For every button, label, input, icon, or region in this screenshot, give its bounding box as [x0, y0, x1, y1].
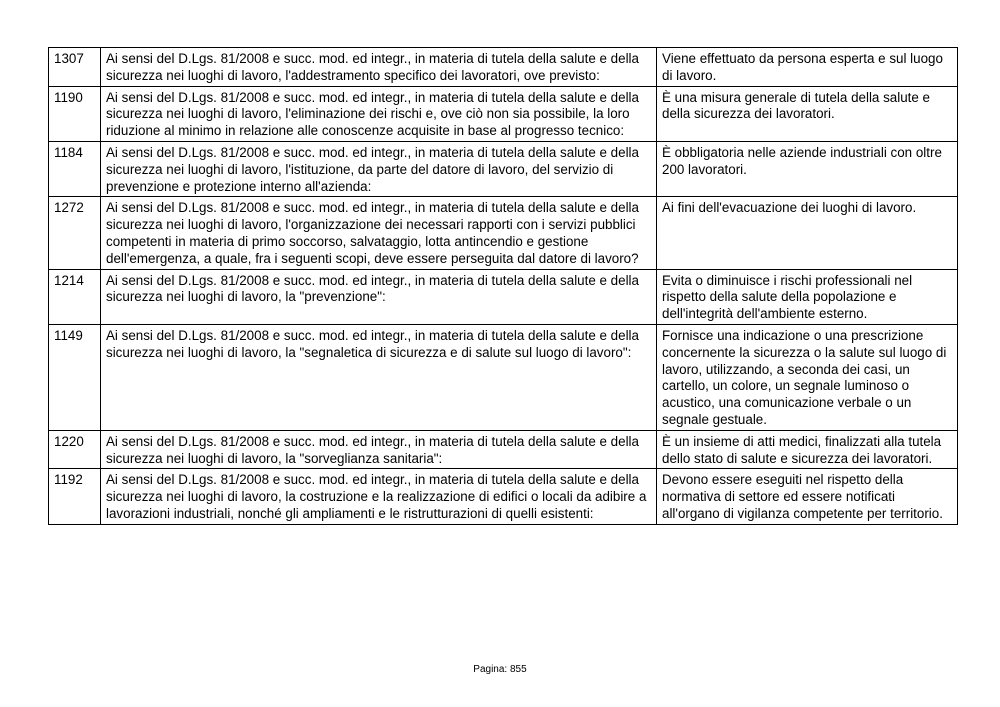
answer-text: Viene effettuato da persona esperta e sul luogo di lavoro.	[657, 48, 958, 87]
question-id: 1272	[49, 197, 101, 269]
answer-text: Devono essere eseguiti nel rispetto della normativa di settore ed essere notificati all'organo di vigilanza competente per territorio.	[657, 469, 958, 524]
table-row	[49, 430, 958, 469]
table-row	[49, 48, 958, 87]
answer-text: È una misura generale di tutela della salute e della sicurezza dei lavoratori.	[657, 86, 958, 141]
question-text: Ai sensi del D.Lgs. 81/2008 e succ. mod. ed integr., in materia di tutela della salute e della sicurezza nei luoghi di lavoro, l'organizzazione dei necessari rapporti con i servizi pubblici competenti in materia di primo soccorso, salvataggio, lotta antincendio e gestione dell'emergenza, a quale, fra i seguenti scopi, deve essere perseguita dal datore di lavoro?	[101, 197, 657, 269]
question-id: 1192	[49, 469, 101, 524]
page-number: Pagina: 855	[473, 664, 527, 675]
questions-table	[48, 47, 958, 525]
answer-text: Ai fini dell'evacuazione dei luoghi di lavoro.	[657, 197, 958, 269]
question-text: Ai sensi del D.Lgs. 81/2008 e succ. mod. ed integr., in materia di tutela della salute e della sicurezza nei luoghi di lavoro, la "segnaletica di sicurezza e di salute sul luogo di lavoro":	[101, 324, 657, 430]
table-row	[49, 324, 958, 430]
answer-text: Evita o diminuisce i rischi professionali nel rispetto della salute della popolazione e dell'integrità dell'ambiente esterno.	[657, 269, 958, 324]
answer-text: È obbligatoria nelle aziende industriali con oltre 200 lavoratori.	[657, 141, 958, 196]
answer-text: Fornisce una indicazione o una prescrizione concernente la sicurezza o la salute sul luogo di lavoro, utilizzando, a seconda dei casi, un cartello, un colore, un segnale luminoso o acustico, una comunicazione verbale o un segnale gestuale.	[657, 324, 958, 430]
question-id: 1214	[49, 269, 101, 324]
question-text: Ai sensi del D.Lgs. 81/2008 e succ. mod. ed integr., in materia di tutela della salute e della sicurezza nei luoghi di lavoro, l'eliminazione dei rischi e, ove ciò non sia possibile, la loro riduzione al minimo in relazione alle conoscenze acquisite in base al progresso tecnico:	[101, 86, 657, 141]
question-id: 1307	[49, 48, 101, 87]
table-row	[49, 197, 958, 269]
answer-text: È un insieme di atti medici, finalizzati alla tutela dello stato di salute e sicurezza dei lavoratori.	[657, 430, 958, 469]
question-id: 1220	[49, 430, 101, 469]
table-row	[49, 269, 958, 324]
question-text: Ai sensi del D.Lgs. 81/2008 e succ. mod. ed integr., in materia di tutela della salute e della sicurezza nei luoghi di lavoro, l'istituzione, da parte del datore di lavoro, del servizio di prevenzione e protezione interno all'azienda:	[101, 141, 657, 196]
question-text: Ai sensi del D.Lgs. 81/2008 e succ. mod. ed integr., in materia di tutela della salute e della sicurezza nei luoghi di lavoro, l'addestramento specifico dei lavoratori, ove previsto:	[101, 48, 657, 87]
question-text: Ai sensi del D.Lgs. 81/2008 e succ. mod. ed integr., in materia di tutela della salute e della sicurezza nei luoghi di lavoro, la costruzione e la realizzazione di edifici o locali da adibire a lavorazioni industriali, nonché gli ampliamenti e le ristrutturazioni di quelli esistenti:	[101, 469, 657, 524]
table-row	[49, 141, 958, 196]
question-id: 1149	[49, 324, 101, 430]
table-row	[49, 86, 958, 141]
question-id: 1190	[49, 86, 101, 141]
table-row	[49, 469, 958, 524]
question-id: 1184	[49, 141, 101, 196]
question-text: Ai sensi del D.Lgs. 81/2008 e succ. mod. ed integr., in materia di tutela della salute e della sicurezza nei luoghi di lavoro, la "prevenzione":	[101, 269, 657, 324]
question-text: Ai sensi del D.Lgs. 81/2008 e succ. mod. ed integr., in materia di tutela della salute e della sicurezza nei luoghi di lavoro, la "sorveglianza sanitaria":	[101, 430, 657, 469]
